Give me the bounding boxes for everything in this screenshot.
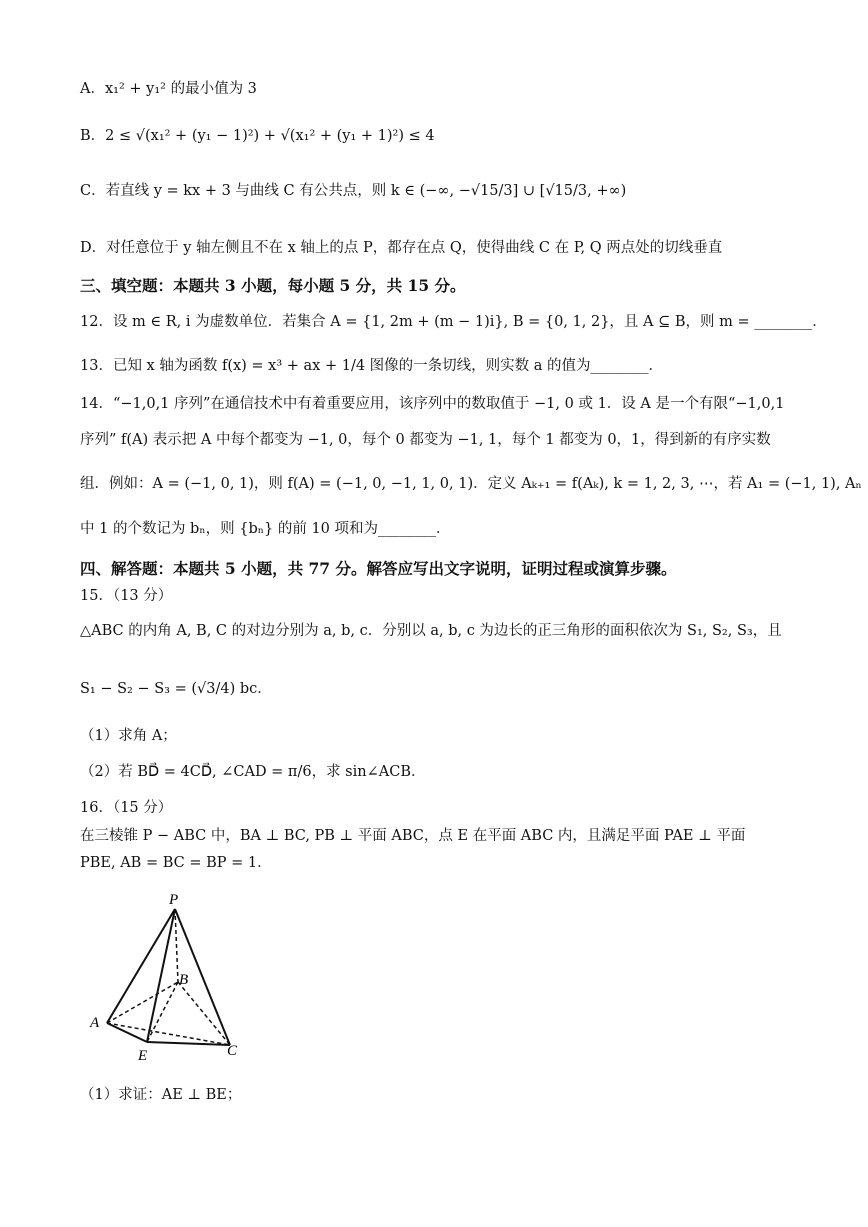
question-14-line-4: 中 1 的个数记为 bₙ，则 {bₙ} 的前 10 项和为________．	[80, 521, 451, 537]
question-14-line-3: 组．例如：A = (−1, 0, 1)，则 f(A) = (−1, 0, −1, 1, 0, 1)．定义 Aₖ₊₁ = f(Aₖ), k = 1, 2, 3, ⋯，若 A₁ = (−1, 1), Aₙ	[80, 476, 862, 492]
edge-pe	[147, 909, 175, 1042]
question-16-header: 16．（15 分）	[80, 800, 173, 816]
question-16-part-1: （1）求证：AE ⊥ BE；	[80, 1087, 242, 1103]
question-12: 12．设 m ∈ R, i 为虚数单位．若集合 A = {1, 2m + (m − 1)i}, B = {0, 1, 2}，且 A ⊆ B，则 m = ________．	[80, 314, 827, 330]
label-c: C	[227, 1043, 238, 1059]
option-b: B．2 ≤ √(x₁² + (y₁ − 1)²) + √(x₁² + (y₁ + 1)²) ≤ 4	[80, 128, 435, 144]
label-a: A	[90, 1015, 100, 1031]
question-16-line-2: PBE, AB = BC = BP = 1．	[80, 855, 272, 871]
edge-bc	[178, 982, 230, 1045]
question-15-part-2: （2）若 BD⃗ = 4CD⃗, ∠CAD = π/6，求 sin∠ACB．	[80, 764, 426, 780]
label-p: P	[169, 892, 179, 908]
option-a: A．x₁² + y₁² 的最小值为 3	[80, 81, 257, 97]
option-c: C．若直线 y = kx + 3 与曲线 C 有公共点，则 k ∈ (−∞, −√15/3] ∪ [√15/3, +∞)	[80, 183, 627, 199]
question-15-line-2: S₁ − S₂ − S₃ = (√3/4) bc．	[80, 681, 272, 697]
question-14-line-1: 14．“−1,0,1 序列”在通信技术中有着重要应用，该序列中的数取值于 −1, 0 或 1．设 A 是一个有限“−1,0,1	[80, 396, 785, 412]
question-15-part-1: （1）求角 A；	[80, 728, 177, 744]
edge-ae	[107, 1023, 147, 1042]
edge-pb	[175, 909, 178, 982]
label-b: B	[179, 972, 189, 988]
question-15-header: 15．（13 分）	[80, 588, 173, 604]
question-13: 13．已知 x 轴为函数 f(x) = x³ + ax + 1/4 图像的一条切线，则实数 a 的值为________．	[80, 358, 664, 374]
question-15-line-1: △ABC 的内角 A, B, C 的对边分别为 a, b, c．分别以 a, b, c 为边长的正三角形的面积依次为 S₁, S₂, S₃，且	[80, 623, 782, 639]
label-e: E	[138, 1048, 148, 1064]
option-d: D．对任意位于 y 轴左侧且不在 x 轴上的点 P，都存在点 Q，使得曲线 C 在 P, Q 两点处的切线垂直	[80, 240, 723, 256]
section-3-title: 三、填空题：本题共 3 小题，每小题 5 分，共 15 分。	[80, 276, 466, 295]
tetrahedron-figure	[80, 885, 260, 1070]
edge-pa	[107, 909, 175, 1023]
section-4-title: 四、解答题：本题共 5 小题，共 77 分。解答应写出文字说明，证明过程或演算步骤。	[80, 559, 677, 578]
question-14-line-2: 序列” f(A) 表示把 A 中每个都变为 −1, 0，每个 0 都变为 −1, 1，每个 1 都变为 0，1，得到新的有序实数	[80, 432, 771, 448]
edge-ac	[107, 1023, 230, 1045]
question-16-line-1: 在三棱锥 P − ABC 中，BA ⊥ BC, PB ⊥ 平面 ABC，点 E 在平面 ABC 内，且满足平面 PAE ⊥ 平面	[80, 828, 746, 844]
